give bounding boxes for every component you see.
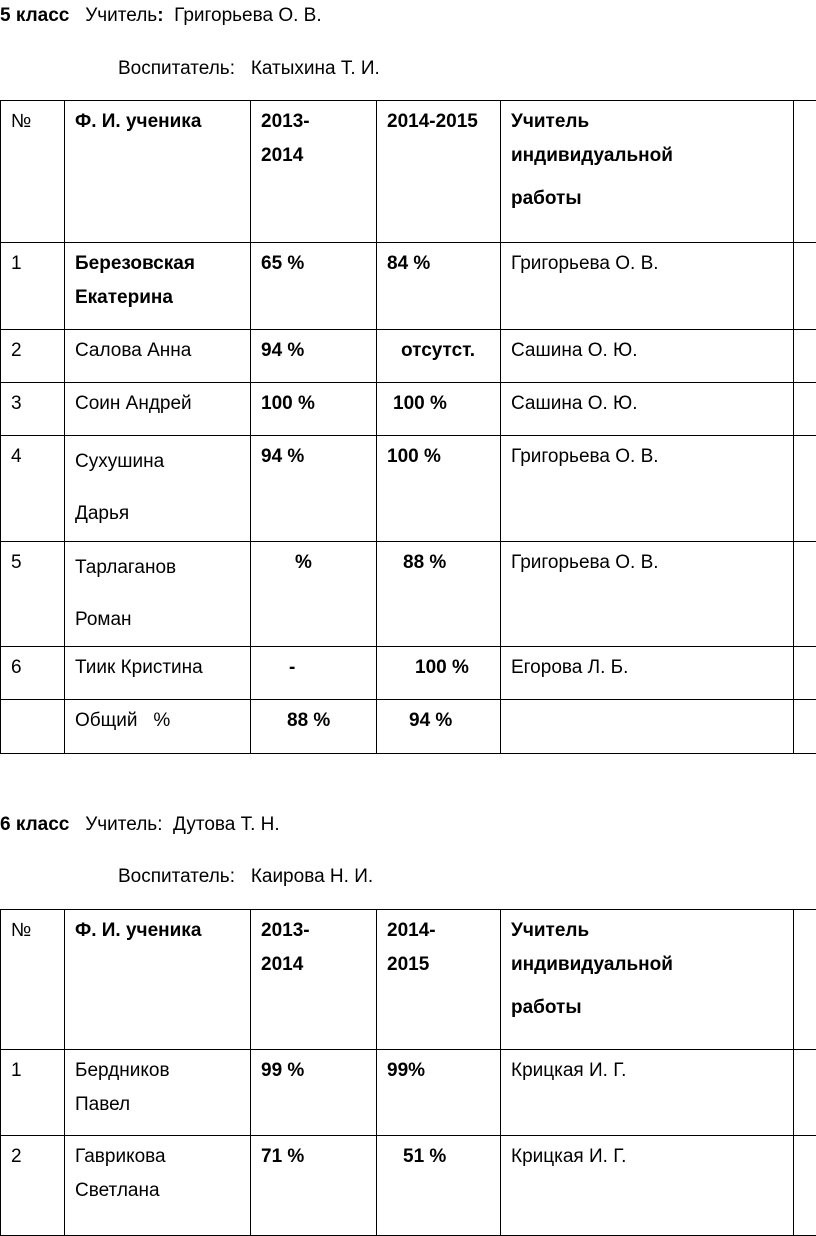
- table-row: [1, 330, 816, 383]
- empty-cell: [794, 910, 816, 1050]
- total-2013: 88 %: [251, 700, 376, 738]
- class5-heading: [0, 5, 322, 27]
- total-row: [1, 700, 816, 754]
- class6-educator-label: Воспитатель:: [118, 866, 235, 887]
- row-teacher: Крицкая И. Г.: [501, 1050, 793, 1088]
- class5-teacher-colon: :: [157, 5, 163, 26]
- class5-table: [0, 100, 816, 754]
- class6-table: [0, 909, 816, 1236]
- row-num: 1: [1, 243, 64, 281]
- class6-label: 6 класс: [0, 814, 69, 835]
- class6-teacher-label: Учитель:: [85, 814, 162, 835]
- row-2014: отсутст.: [377, 330, 500, 368]
- row-num: 4: [1, 436, 64, 474]
- empty-cell: [794, 243, 816, 330]
- header-2014: 2014-2015: [377, 101, 500, 139]
- row-2014: 100 %: [377, 383, 500, 421]
- table-header-row: [1, 101, 816, 243]
- class5-label: 5 класс: [0, 5, 69, 26]
- row-name: Салова Анна: [65, 330, 250, 368]
- row-teacher: Крицкая И. Г.: [501, 1136, 793, 1174]
- row-teacher: Сашина О. Ю.: [501, 383, 793, 421]
- header-name: Ф. И. ученика: [65, 910, 250, 948]
- table-row: [1, 542, 816, 647]
- row-name: Тиик Кристина: [65, 647, 250, 685]
- empty-cell: [794, 436, 816, 542]
- row-name: Бердников Павел: [65, 1050, 250, 1122]
- header-teacher: Учитель индивидуальной работы: [501, 910, 793, 1034]
- class5-educator-label: Воспитатель:: [118, 58, 235, 79]
- row-teacher: Сашина О. Ю.: [501, 330, 793, 368]
- row-2014: 84 %: [377, 243, 500, 281]
- row-2013: 71 %: [251, 1136, 376, 1174]
- class6-teacher-name: Дутова Т. Н.: [173, 814, 280, 835]
- row-2013: %: [251, 542, 376, 580]
- class5-educator: [118, 58, 380, 80]
- class6-educator-name: Каирова Н. И.: [251, 866, 373, 887]
- row-2013: 100 %: [251, 383, 376, 421]
- empty-cell: [794, 1050, 816, 1136]
- total-2014: 94 %: [377, 700, 500, 738]
- class6-educator: [118, 866, 373, 888]
- class5-teacher-name: Григорьева О. В.: [174, 5, 322, 26]
- empty-cell: [794, 700, 816, 754]
- row-2014: 100 %: [377, 436, 500, 474]
- row-teacher: Григорьева О. В.: [501, 436, 793, 474]
- table-row: [1, 1136, 816, 1236]
- row-name: Сухушина Дарья: [65, 436, 250, 540]
- header-2013: 2013- 2014: [251, 910, 376, 982]
- empty-cell: [1, 700, 65, 754]
- header-2013: 2013- 2014: [251, 101, 376, 173]
- class5-teacher-label: Учитель: [85, 5, 157, 26]
- table-row: [1, 243, 816, 330]
- empty-cell: [794, 542, 816, 647]
- row-num: 5: [1, 542, 64, 580]
- row-2013: 99 %: [251, 1050, 376, 1088]
- table-header-row: [1, 910, 816, 1050]
- empty-cell: [794, 101, 816, 243]
- row-num: 3: [1, 383, 64, 421]
- table-row: [1, 647, 816, 700]
- row-2014: 99%: [377, 1050, 500, 1088]
- row-num: 6: [1, 647, 64, 685]
- row-teacher: Григорьева О. В.: [501, 542, 793, 580]
- header-num: №: [1, 101, 64, 139]
- row-2013: -: [251, 647, 376, 685]
- empty-cell: [794, 383, 816, 436]
- header-num: №: [1, 910, 64, 948]
- row-name: Гаврикова Светлана: [65, 1136, 250, 1208]
- row-teacher: Егорова Л. Б.: [501, 647, 793, 685]
- row-2013: 65 %: [251, 243, 376, 281]
- total-label: Общий %: [65, 700, 250, 738]
- row-num: 2: [1, 330, 64, 368]
- header-name: Ф. И. ученика: [65, 101, 250, 139]
- header-teacher: Учитель индивидуальной работы: [501, 101, 793, 225]
- row-2013: 94 %: [251, 436, 376, 474]
- empty-cell: [794, 1136, 816, 1236]
- header-2014: 2014- 2015: [377, 910, 500, 982]
- row-2013: 94 %: [251, 330, 376, 368]
- row-2014: 88 %: [377, 542, 500, 580]
- table-row: [1, 436, 816, 542]
- row-name: Соин Андрей: [65, 383, 250, 421]
- row-name: Березовская Екатерина: [65, 243, 250, 315]
- row-num: 2: [1, 1136, 64, 1174]
- row-2014: 51 %: [377, 1136, 500, 1174]
- empty-cell: [794, 330, 816, 383]
- row-name: Тарлаганов Роман: [65, 542, 250, 646]
- empty-cell: [794, 647, 816, 700]
- class6-heading: [0, 814, 280, 836]
- table-row: [1, 1050, 816, 1136]
- row-teacher: Григорьева О. В.: [501, 243, 793, 281]
- class5-educator-name: Катыхина Т. И.: [251, 58, 380, 79]
- row-2014: 100 %: [377, 647, 500, 685]
- empty-cell: [501, 700, 794, 754]
- table-row: [1, 383, 816, 436]
- row-num: 1: [1, 1050, 64, 1088]
